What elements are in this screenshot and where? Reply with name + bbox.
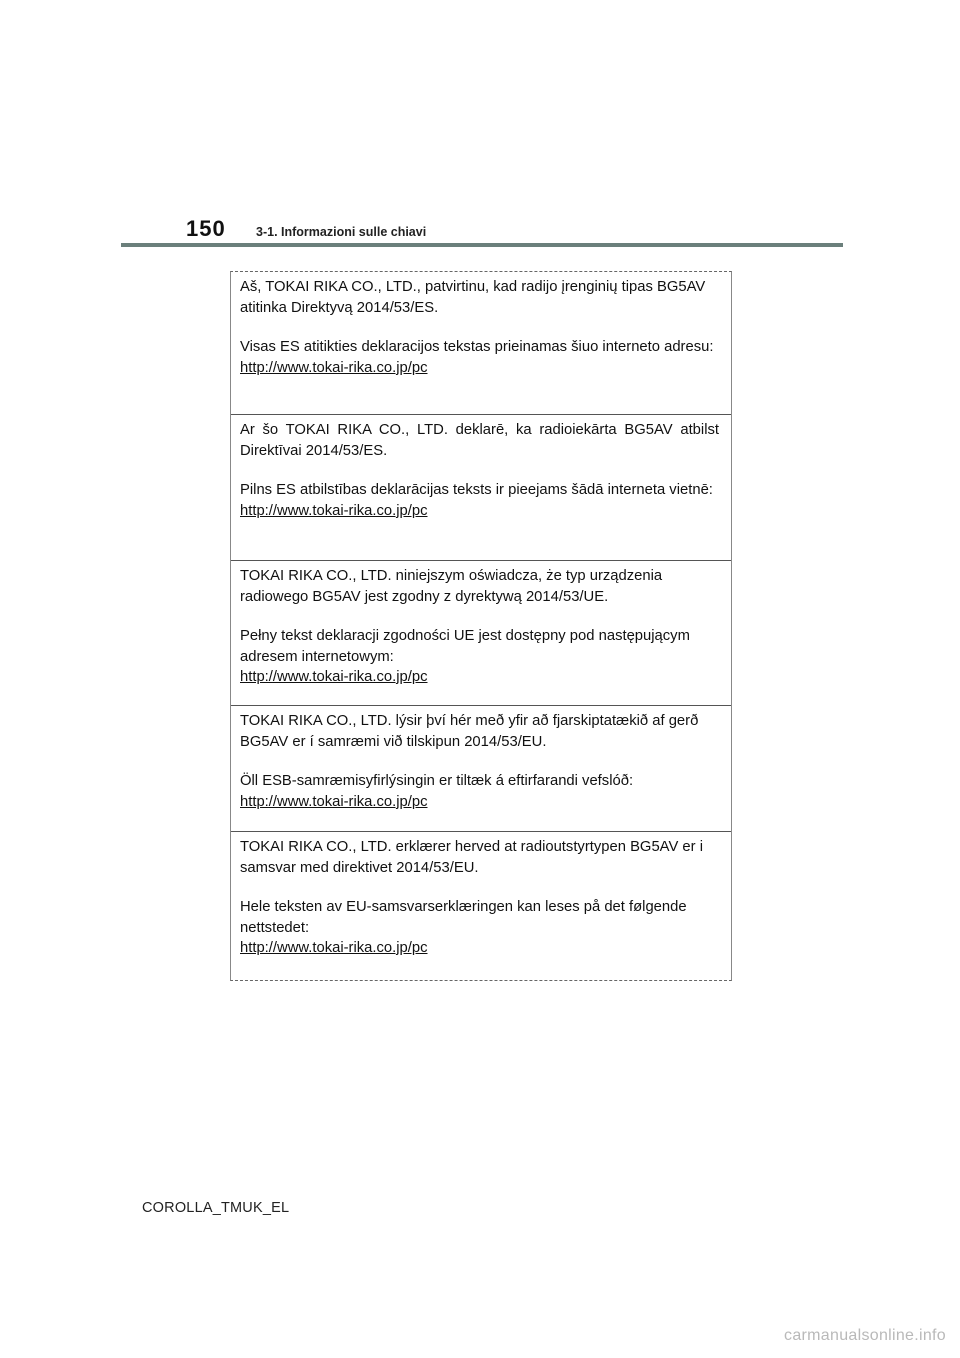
declaration-notice-text: Pełny tekst deklaracji zgodności UE jest dostępny pod następującym adresem internetowym:: [240, 628, 690, 665]
declaration-statement: TOKAI RIKA CO., LTD. erklærer herved at radioutstyrtypen BG5AV er i samsvar med direktivet 2014/53/EU.: [240, 839, 703, 876]
watermark-text: carmanualsonline.info: [784, 1327, 946, 1344]
declaration-notice: [240, 337, 719, 378]
declaration-notice: [240, 897, 719, 959]
declarations-box: [230, 271, 732, 981]
declaration-polish: [231, 561, 731, 706]
declaration-notice: [240, 771, 719, 812]
declaration-statement: Aš, TOKAI RIKA CO., LTD., patvirtinu, kad radijo įrenginių tipas BG5AV atitinka Direktyvą 2014/53/ES.: [240, 279, 706, 316]
declaration-latvian: [231, 415, 731, 561]
declaration-notice: [240, 480, 719, 521]
declaration-notice-text: Pilns ES atbilstības deklarācijas teksts ir pieejams šādā interneta vietnē:: [240, 482, 713, 498]
page-header: [186, 216, 426, 242]
declaration-url-link[interactable]: http://www.tokai-rika.co.jp/pc: [240, 793, 428, 810]
declaration-lithuanian: [231, 272, 731, 415]
declaration-notice-text: Hele teksten av EU-samsvarserklæringen kan leses på det følgende nettstedet:: [240, 899, 687, 936]
declaration-statement: TOKAI RIKA CO., LTD. lýsir því hér með yfir að fjarskiptatækið af gerð BG5AV er í samræmi við tilskipun 2014/53/EU.: [240, 713, 699, 750]
header-divider: [121, 243, 843, 247]
declaration-url-link[interactable]: http://www.tokai-rika.co.jp/pc: [240, 502, 428, 519]
page-number: 150: [186, 216, 226, 241]
declaration-statement: Ar šo TOKAI RIKA CO., LTD. deklarē, ka radioiekārta BG5AV atbilst Direktīvai 2014/53/ES.: [240, 422, 719, 459]
declaration-notice: [240, 626, 719, 688]
declaration-icelandic: [231, 706, 731, 832]
declaration-statement: TOKAI RIKA CO., LTD. niniejszym oświadcza, że typ urządzenia radiowego BG5AV jest zgodny z dyrektywą 2014/53/UE.: [240, 568, 663, 605]
document-code: COROLLA_TMUK_EL: [142, 1200, 290, 1216]
declaration-norwegian: [231, 832, 731, 980]
declaration-url-link[interactable]: http://www.tokai-rika.co.jp/pc: [240, 359, 428, 376]
declaration-url-link[interactable]: http://www.tokai-rika.co.jp/pc: [240, 940, 428, 956]
declaration-url-link[interactable]: http://www.tokai-rika.co.jp/pc: [240, 669, 428, 685]
declaration-notice-text: Öll ESB-samræmisyfirlýsingin er tiltæk á eftirfarandi vefslóð:: [240, 773, 634, 789]
declaration-notice-text: Visas ES atitikties deklaracijos tekstas prieinamas šiuo interneto adresu:: [240, 339, 714, 355]
section-title: 3-1. Informazioni sulle chiavi: [256, 225, 427, 239]
